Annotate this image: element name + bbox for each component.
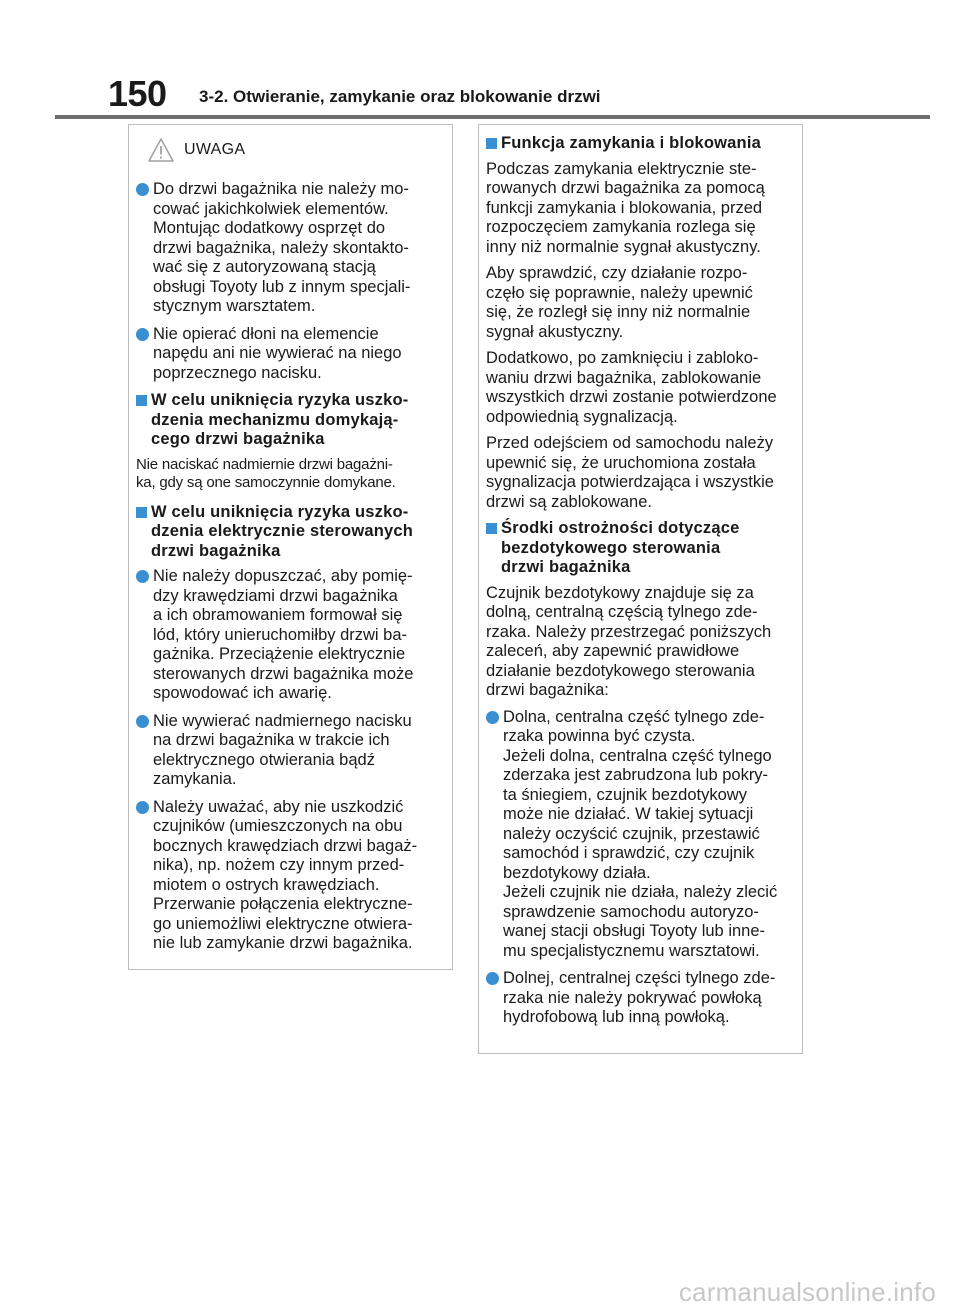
subsection-heading-text: Środki ostrożności dotyczące bezdotykowego sterowania drzwi bagażnika bbox=[501, 519, 740, 576]
page-number: 150 bbox=[108, 73, 167, 114]
paragraph bbox=[136, 456, 446, 493]
bullet-dot-icon bbox=[486, 711, 499, 724]
subsection-heading bbox=[486, 134, 796, 154]
square-bullet-icon bbox=[136, 507, 147, 518]
list-item-text: Nie wywierać nadmiernego nacisku na drzwi bagażnika w trakcie ich elektrycznego otwierania bądź zamykania. bbox=[153, 711, 412, 788]
warning-triangle-icon bbox=[148, 137, 174, 163]
bullet-dot-icon bbox=[486, 972, 499, 985]
list-item-text: Do drzwi bagażnika nie należy mo- cować jakichkolwiek elementów. Montując dodatkowy osprzęt do drzwi bagażnika, należy skontakto- wać się z autoryzowaną stacją obsługi Toyoty lub z innym specjali- stycznym warsztatem. bbox=[153, 180, 411, 315]
list-item-text: Należy uważać, aby nie uszkodzić czujników (umieszczonych na obu bocznych krawędziach drzwi bagaż- nika), np. nożem czy innym przed- miotem o ostrych krawędziach. Przerwanie połączenia elektryczne- go uniemożliwi elektryczne otwiera- nie lub zamykanie drzwi bagażnika. bbox=[153, 797, 418, 952]
subsection-heading bbox=[136, 391, 446, 450]
warning-box bbox=[128, 124, 453, 970]
section-title: 3-2. Otwieranie, zamykanie oraz blokowanie drzwi bbox=[199, 87, 601, 106]
paragraph-text: Dodatkowo, po zamknięciu i zabloko- waniu drzwi bagażnika, zablokowanie wszystkich drzwi zostanie potwierdzone odpowiednią sygnalizacją. bbox=[486, 349, 777, 426]
bullet-dot-icon bbox=[136, 570, 149, 583]
list-item bbox=[486, 969, 796, 1028]
bullet-dot-icon bbox=[136, 715, 149, 728]
paragraph bbox=[486, 160, 796, 258]
subsection-heading-text: Funkcja zamykania i blokowania bbox=[501, 134, 762, 152]
subsection-heading-text: W celu uniknięcia ryzyka uszko- dzenia mechanizmu domykają- cego drzwi bagażnika bbox=[151, 391, 409, 448]
bullet-dot-icon bbox=[136, 183, 149, 196]
watermark: carmanualsonline.info bbox=[678, 1277, 936, 1307]
paragraph-text: Podczas zamykania elektrycznie ste- rowanych drzwi bagażnika za pomocą funkcji zamykania i blokowania, przed rozpoczęciem zamykania rozlega się inny niż normalnie sygnał akustyczny. bbox=[486, 159, 765, 256]
subsection-heading-text: W celu uniknięcia ryzyka uszko- dzenia elektrycznie sterowanych drzwi bagażnika bbox=[151, 502, 414, 560]
square-bullet-icon bbox=[486, 523, 497, 534]
warning-header bbox=[148, 137, 446, 163]
list-item bbox=[486, 708, 796, 962]
list-item-text: Nie opierać dłoni na elemencie napędu ani nie wywierać na niego poprzecznego nacisku. bbox=[153, 324, 402, 382]
square-bullet-icon bbox=[136, 395, 147, 406]
paragraph-text: Przed odejściem od samochodu należy upewnić się, że uruchomiona została sygnalizacja potwierdzająca i wszystkie drzwi są zablokowane. bbox=[486, 434, 774, 511]
paragraph bbox=[486, 264, 796, 342]
list-item bbox=[136, 325, 446, 384]
list-item bbox=[136, 567, 446, 704]
list-item-text: Dolna, centralna część tylnego zde- rzaka powinna być czysta. Jeżeli dolna, centralna część tylnego zderzaka jest zabrudzona lub pokry- ta śniegiem, czujnik bezdotykowy może nie działać. W takiej sytuacji należy oczyścić czujnik, przestawić samochód i sprawdzić, czy czujnik bezdotykowy działa. Jeżeli czujnik nie działa, należy zlecić sprawdzenie samochodu autoryzo- wanej stacji obsługi Toyoty lub inne- mu specjalistycznemu warsztatowi. bbox=[503, 707, 778, 960]
info-box bbox=[478, 124, 803, 1054]
list-item-text: Dolnej, centralnej części tylnego zde- rzaka nie należy pokrywać powłoką hydrofobową lub inną powłoką. bbox=[503, 969, 776, 1026]
page-header bbox=[0, 0, 960, 120]
list-item bbox=[136, 180, 446, 317]
bullet-dot-icon bbox=[136, 328, 149, 341]
paragraph bbox=[486, 584, 796, 701]
subsection-heading bbox=[136, 503, 446, 562]
paragraph bbox=[486, 349, 796, 427]
bullet-dot-icon bbox=[136, 801, 149, 814]
warning-label: UWAGA bbox=[184, 141, 246, 159]
square-bullet-icon bbox=[486, 138, 497, 149]
subsection-heading bbox=[486, 519, 796, 578]
paragraph bbox=[486, 434, 796, 512]
list-item bbox=[136, 798, 446, 954]
paragraph-text: Czujnik bezdotykowy znajduje się za dolną, centralną częścią tylnego zde- rzaka. Należy przestrzegać poniższych zaleceń, aby zapewnić prawidłowe działanie bezdotykowego sterowania drzwi bagażnika: bbox=[486, 583, 772, 699]
list-item bbox=[136, 712, 446, 790]
list-item-text: Nie należy dopuszczać, aby pomię- dzy krawędziami drzwi bagażnika a ich obramowaniem formował się lód, który unieruchomiłby drzwi ba- gażnika. Przeciążenie elektrycznie sterowanych drzwi bagażnika może spowodować ich awarię. bbox=[153, 567, 414, 702]
paragraph-text: Nie naciskać nadmiernie drzwi bagażni- ka, gdy są one samoczynnie domykane. bbox=[136, 455, 396, 491]
paragraph-text: Aby sprawdzić, czy działanie rozpo- częło się poprawnie, należy upewnić się, że rozległ się inny niż normalnie sygnał akustyczny. bbox=[486, 264, 753, 341]
header-divider bbox=[55, 115, 930, 119]
